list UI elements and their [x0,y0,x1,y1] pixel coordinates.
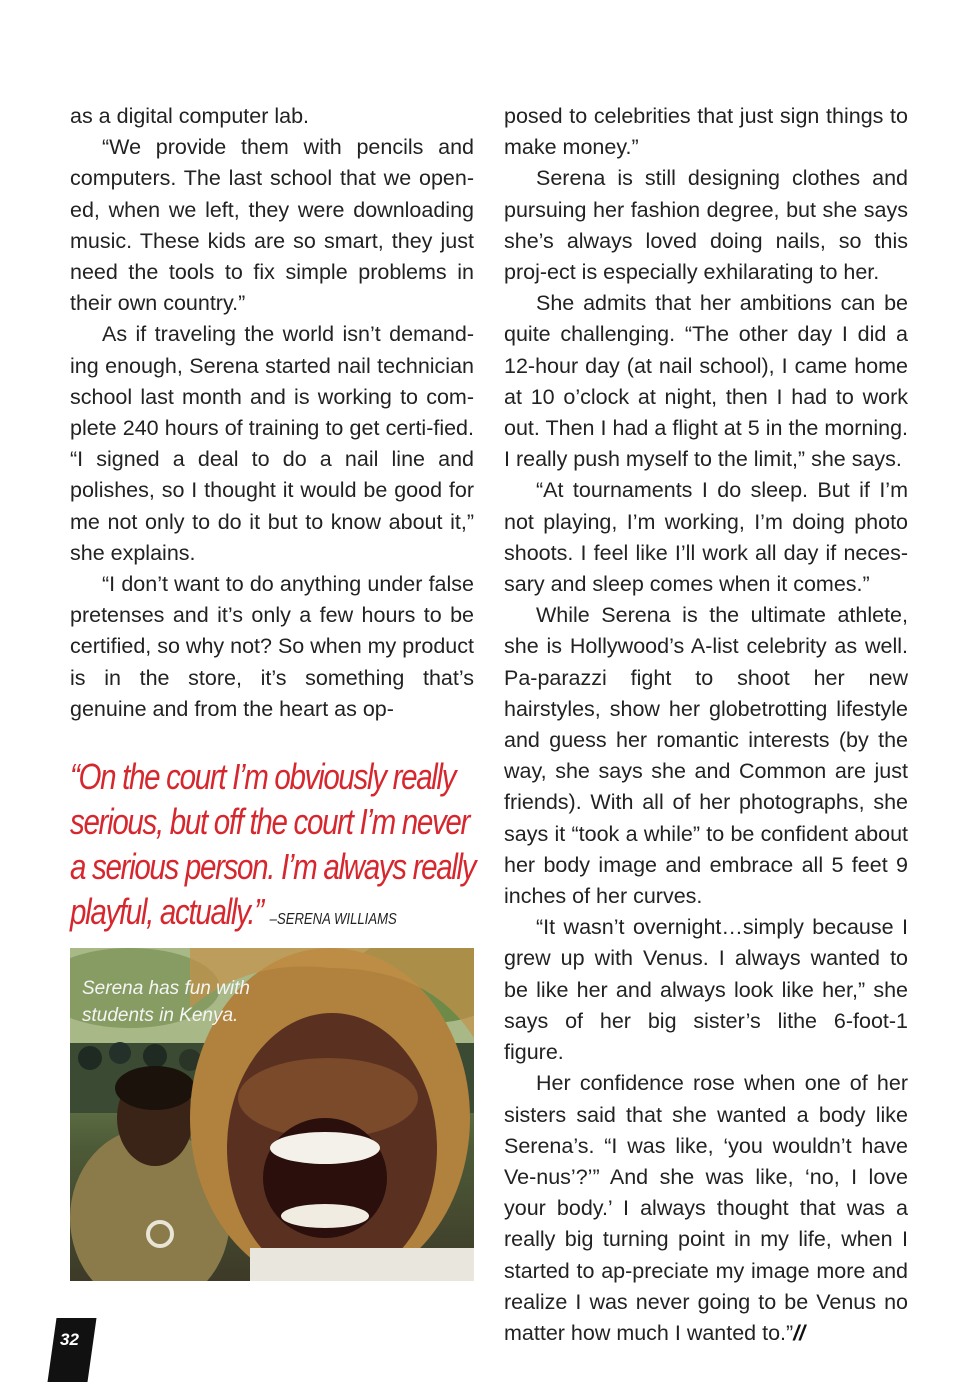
paragraph [504,1068,908,1349]
paragraph: Serena is still designing clothes and pursuing her fashion degree, but she says she’s always loved doing nails, so this proj-ect is especially exhilarating to her. [504,166,908,285]
photo-caption-line: students in Kenya. [82,1005,239,1026]
pull-quote-text: “On the court I’m obviously really serious, but off the court I’m never a serious person. I’m always really playful, actually.” [70,756,476,932]
article-column-right [504,101,908,1349]
page-number-tab [48,1318,97,1382]
paragraph: posed to celebrities that just sign things to make money.” [504,104,908,160]
paragraph-text: Her confidence rose when one of her sisters said that she wanted a body like Serena’s. “I was like, ‘you wouldn’t have Ve-nus’?’” And she was like, ‘no, I love your body.’ I always thought that was a really big turning point in my life, when I started to ap-preciate my image more and realize I was never going to be Venus no matter how much I wanted to.” [504,1071,908,1345]
article-column-left [70,101,474,725]
paragraph: She admits that her ambitions can be quite challenging. “The other day I did a 12-hour day (at nail school), I came home at 10 o’clock at night, then I had to work out. Then I had a flight at 5 in the morning. I really push myself to the limit,” she says. [504,291,908,472]
end-of-article-mark: // [793,1320,806,1345]
paragraph: “It wasn’t overnight…simply because I grew up with Venus. I always wanted to be like her and always look like her,” she says of her big sister’s lithe 6-foot-1 figure. [504,915,908,1065]
photo-caption [82,975,250,1029]
paragraph: “I don’t want to do anything under false pretenses and it’s only a few hours to be certified, so why not? So when my product is in the store, it’s something that’s genuine and from the heart as op- [70,572,474,721]
article-photo [70,948,474,1281]
paragraph: “At tournaments I do sleep. But if I’m not playing, I’m working, I’m doing photo shoots. I feel like I’ll work all day if neces-sary and sleep comes when it comes.” [504,478,908,597]
paragraph: As if traveling the world isn’t demand-ing enough, Serena started nail technician school last month and is working to com-plete 240 hours of training to get certi-fied. “I signed a deal to do a nail line and polishes, so I thought it would be good for me not only to do it but to know about it,” she explains. [70,322,474,565]
page-number: 32 [60,1330,79,1349]
paragraph: While Serena is the ultimate athlete, she is Hollywood’s A-list celebrity as well. Pa-parazzi fight to shoot her new hairstyles, show her globetrotting lifestyle and guess her romantic interests (by the way, she says she and Common are just friends). With all of her photographs, she says it “took a while” to be confident about her body image and embrace all 5 feet 9 inches of her curves. [504,603,908,909]
photo-caption-line: Serena has fun with [82,978,250,999]
paragraph: as a digital computer lab. [70,104,310,128]
paragraph: “We provide them with pencils and computers. The last school that we open-ed, when we left, they were downloading music. These kids are so smart, they just need the tools to fix simple problems in their own country.” [70,135,474,316]
pull-quote [70,754,480,942]
pull-quote-attribution: –SERENA WILLIAMS [269,911,397,928]
